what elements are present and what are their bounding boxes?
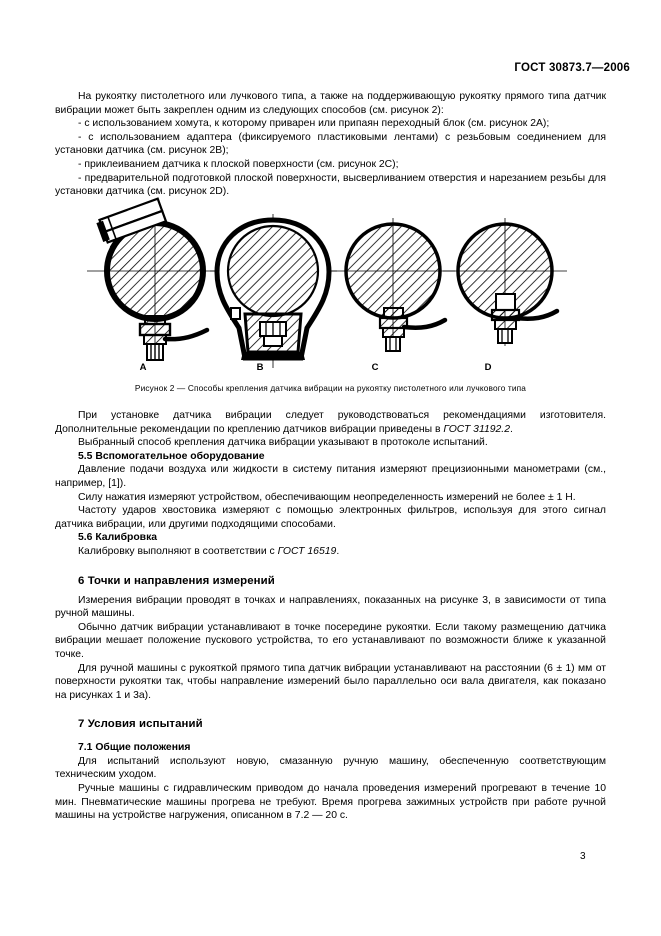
bullet-item-c: - приклеиванием датчика к плоской поверхности (см. рисунок 2С); (78, 158, 399, 170)
bullet-item-b: - с использованием адаптера (фиксируемого пластиковыми лентами) с резьбовым соединением для установки датчика (см. рисунок 2В); (55, 131, 606, 157)
top-text-block (55, 90, 606, 199)
chapter-heading-6: 6 Точки и направления измерений (78, 574, 275, 587)
spacer-before-section-6 (55, 559, 606, 574)
standard-reference-gost-31192-2: ГОСТ 31192.2 (443, 423, 510, 435)
figure-2-caption: Рисунок 2 — Способы крепления датчика вибрации на рукоятку пистолетного или лучкового типа (134, 383, 527, 393)
figure-2-variant-d (443, 218, 567, 346)
section-5-6-paragraph-1 (55, 545, 606, 559)
section-heading-5-6: 5.6 Калибровка (78, 532, 158, 544)
intro-paragraph: На рукоятку пистолетного или лучкового типа, а также на поддерживающую рукоятку прямого типа датчик вибрации может быть закреплен одним из следующих способов (см. рисунок 2): (55, 91, 606, 116)
figure-2-label-d: D (484, 362, 492, 373)
section-7-1-paragraph-1: Для испытаний используют новую, смазанную ручную машину, обеспеченную соответствующим техническим уходом. (55, 755, 606, 781)
section-5-5-paragraph-3: Частоту ударов хвостовика измеряют с помощью электронных фильтров, используя для этого сигнал датчика вибрации, или другими подходящими способами. (55, 505, 606, 530)
figure-2-label-a: A (139, 362, 147, 373)
installation-recommendation-text-pre: При установке датчика вибрации следует руководствоваться рекомендациями изготовителя. Дополнительные рекомендации по креплению датчиков вибрации приведены в (55, 410, 606, 435)
installation-recommendation-text-post: . (509, 423, 513, 435)
figure-2-label-b: B (256, 362, 264, 373)
page-header-standard-number: ГОСТ 30873.7—2006 (514, 62, 630, 74)
figure-2-variant-a (87, 199, 223, 360)
installation-recommendation-paragraph (55, 409, 606, 436)
section-6-paragraph-1: Измерения вибрации проводят в точках и направлениях, показанных на рисунке 3, в зависимости от типа ручной машины. (55, 594, 606, 620)
chosen-method-paragraph: Выбранный способ крепления датчика вибрации указывают в протоколе испытаний. (78, 437, 488, 449)
section-heading-7-1: 7.1 Общие положения (78, 742, 191, 754)
figure-2-variant-c (330, 218, 455, 351)
page-number: 3 (580, 851, 586, 862)
calibration-text-post: . (336, 545, 340, 557)
section-5-5-paragraph-1: Давление подачи воздуха или жидкости в систему питания измеряют прецизионными манометрами (см., например, [1]). (55, 464, 606, 489)
figure-2-label-c: C (371, 362, 379, 373)
standard-reference-gost-16519: ГОСТ 16519 (277, 545, 337, 557)
spacer-after-chapter-7 (55, 732, 606, 741)
figure-2-illustration (55, 196, 606, 396)
section-7-1-paragraph-2: Ручные машины с гидравлическим приводом до начала проведения измерений прогревают в течение 10 мин. Пневматические машины прогрева не требуют. Время прогрева зажимных устройств при работе ручной машины на устройстве нагружения, описанном в 7.2 — 20 с. (55, 783, 606, 822)
section-5-5-paragraph-2: Силу нажатия измеряют устройством, обеспечивающим неопределенность измерений не более ± 1 Н. (78, 491, 576, 503)
section-heading-5-5: 5.5 Вспомогательное оборудование (78, 450, 265, 462)
bullet-item-d: - предварительной подготовкой плоской поверхности, высверливанием отверстия и нарезанием резьбы для установки датчика (см. рисунок 2D). (55, 172, 606, 198)
section-6-paragraph-2: Обычно датчик вибрации устанавливают в точке посередине рукоятки. Если такому размещению датчика вибрации мешает положение пускового устройства, то его устанавливают по возможности ближе к указанной точке. (55, 621, 606, 660)
calibration-text-pre: Калибровку выполняют в соответствии с (78, 545, 278, 557)
chapter-heading-7: 7 Условия испытаний (78, 718, 203, 731)
lower-text-block (55, 409, 606, 823)
figure-2-variant-b (210, 214, 337, 368)
bullet-item-a: - с использованием хомута, к которому приварен или припаян переходный блок (см. рисунок 2А); (78, 118, 550, 130)
section-6-paragraph-3: Для ручной машины с рукояткой прямого типа датчик вибрации устанавливают на расстоянии (6 ± 1) мм от поверхности рукоятки так, чтобы направление измерений было параллельно оси вала двигателя, как показано на рисунках 1 и 3а). (55, 662, 606, 701)
spacer-before-section-7 (55, 702, 606, 717)
